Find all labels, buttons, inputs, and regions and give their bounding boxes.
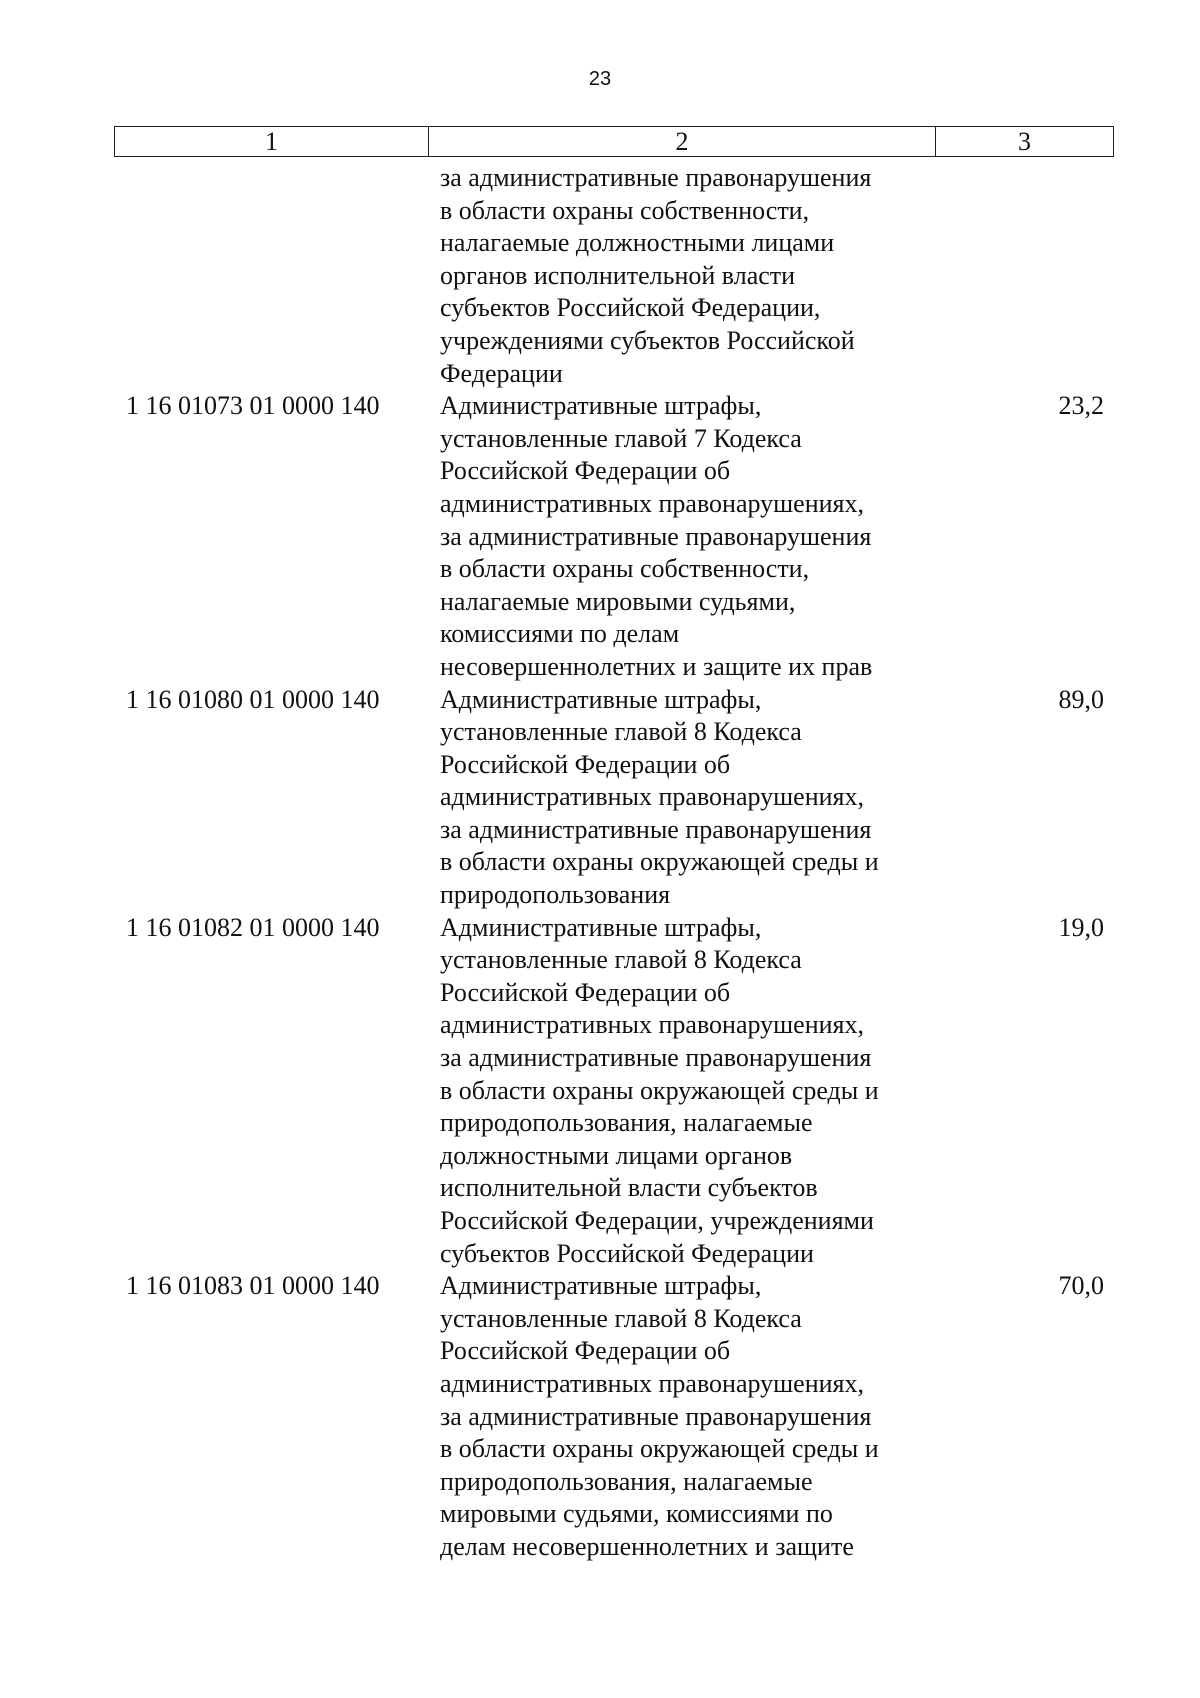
description-line: комиссиями по делам [440,619,680,649]
description-line: налагаемые должностными лицами [440,228,835,258]
table-header-row [114,126,1114,157]
description-line: природопользования, налагаемые [440,1466,813,1496]
description-line: мировыми судьями, комиссиями по [440,1499,833,1529]
description-line: налагаемые мировыми судьями, [440,586,796,616]
description-line: административных правонарушениях, [440,782,864,812]
description-line: Федерации [440,358,563,388]
table-row [114,684,1114,912]
table-row [114,912,1114,1271]
amount-cell: 19,0 [1058,912,1104,942]
amount-cell: 23,2 [1058,391,1104,421]
header-cell-col1: 1 [115,127,429,156]
header-cell-col2: 2 [429,127,936,156]
description-line: административных правонарушениях, [440,1368,864,1398]
description-line: Российской Федерации об [440,749,731,779]
table-row [114,1270,1114,1563]
description-cell [428,1270,935,1563]
description-line: установленные главой 8 Кодекса [440,1303,802,1333]
description-line: в области охраны окружающей среды и [440,847,879,877]
page-number: 23 [588,68,612,90]
description-line: установленные главой 7 Кодекса [440,423,802,453]
description-line: субъектов Российской Федерации, [440,293,821,323]
revenue-code-cell: 1 16 01083 01 0000 140 [126,1271,380,1301]
description-line: в области охраны собственности, [440,554,810,584]
description-line: должностными лицами органов [440,1140,793,1170]
description-line: установленные главой 8 Кодекса [440,717,802,747]
description-line: делам несовершеннолетних и защите [440,1531,854,1561]
description-line: субъектов Российской Федерации [440,1238,814,1268]
description-line: в области охраны окружающей среды и [440,1075,879,1105]
description-line: в области охраны собственности, [440,195,810,225]
revenue-code-cell: 1 16 01073 01 0000 140 [126,391,380,421]
revenue-code-cell: 1 16 01082 01 0000 140 [126,912,380,942]
description-line: за административные правонарушения [440,1401,872,1431]
description-line: Российской Федерации, учреждениями [440,1206,874,1235]
description-line: в области охраны окружающей среды и [440,1434,879,1464]
description-line: несовершеннолетних и защите их прав [440,651,873,681]
description-line: Административные штрафы, [440,1271,762,1301]
description-line: Российской Федерации об [440,1336,731,1366]
budget-revenue-table [114,162,1114,1564]
description-line: природопользования, налагаемые [440,1108,813,1138]
description-cell [428,390,935,683]
description-line: Российской Федерации об [440,456,731,486]
table-row [114,390,1114,683]
description-line: Административные штрафы, [440,912,762,942]
description-cell [428,162,935,390]
description-line: административных правонарушениях, [440,488,864,518]
description-line: за административные правонарушения [440,521,872,551]
amount-cell: 70,0 [1058,1271,1104,1301]
description-cell [428,912,935,1271]
description-line: установленные главой 8 Кодекса [440,945,802,975]
description-line: Российской Федерации об [440,977,731,1007]
revenue-code-cell: 1 16 01080 01 0000 140 [126,684,380,714]
description-line: за административные правонарушения [440,1043,872,1073]
description-line: учреждениями субъектов Российской [440,325,855,355]
description-line: Административные штрафы, [440,684,762,714]
description-line: органов исполнительной власти [440,260,796,290]
amount-cell: 89,0 [1058,684,1104,714]
description-line: исполнительной власти субъектов [440,1173,818,1203]
description-line: за административные правонарушения [440,814,872,844]
description-line: Административные штрафы, [440,391,762,421]
description-cell [428,684,935,912]
description-line: за административные правонарушения [440,163,872,192]
description-line: административных правонарушениях, [440,1010,864,1040]
description-line: природопользования [440,880,671,910]
table-row [114,162,1114,390]
header-cell-col3: 3 [1018,127,1031,156]
